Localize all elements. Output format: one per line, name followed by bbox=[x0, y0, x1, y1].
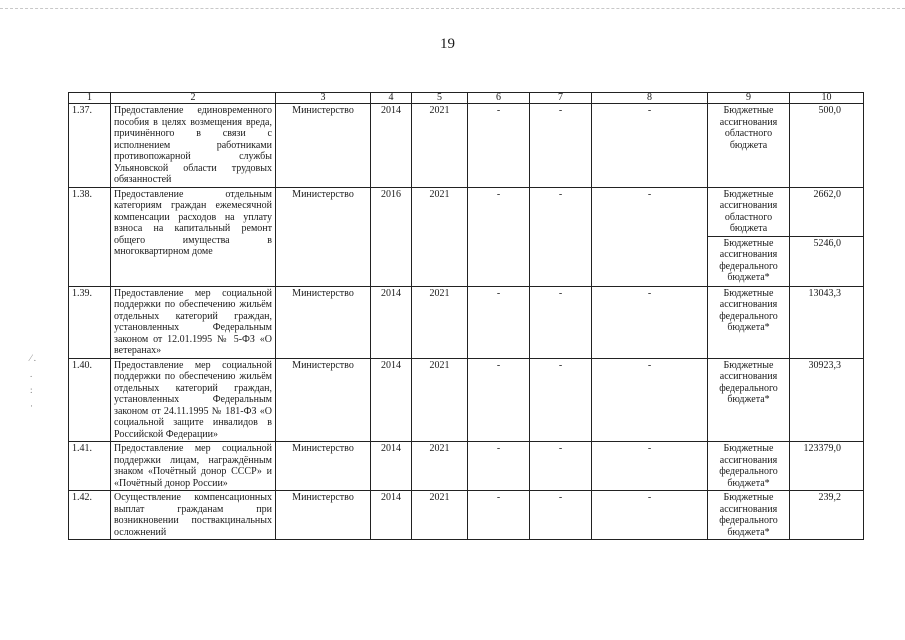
end-year: 2021 bbox=[412, 358, 468, 442]
scan-margin-marks: ⁄ . . : · bbox=[30, 353, 37, 411]
end-year: 2021 bbox=[412, 442, 468, 491]
column-8-value: - bbox=[592, 286, 708, 358]
end-year: 2021 bbox=[412, 104, 468, 188]
column-8-value: - bbox=[592, 104, 708, 188]
column-7-value: - bbox=[530, 104, 592, 188]
column-header: 2 bbox=[111, 93, 276, 104]
column-8-value: - bbox=[592, 187, 708, 286]
funding-amount: 123379,0 bbox=[803, 443, 841, 454]
column-number-header-row bbox=[69, 93, 864, 104]
funding-source-cell bbox=[708, 187, 790, 286]
measure-title: Предоставление мер социальной поддержки по обеспечению жильём отдельных категорий граждан, установленных Федеральным законом от 12.01.1995 № 5-ФЗ «О ветеранах» bbox=[111, 286, 276, 358]
executor-cell: Министерство bbox=[276, 286, 371, 358]
column-7-value: - bbox=[530, 358, 592, 442]
funding-source: Бюджетные ассигнования федерального бюджета* bbox=[719, 492, 778, 538]
measure-title: Предоставление единовременного пособия в целях возмещения вреда, причинённого в связи с исполнением работниками противопожарной службы Ульяновской области трудовых обязанностей bbox=[111, 104, 276, 188]
funding-amount: 2662,0 bbox=[813, 188, 841, 200]
column-header: 10 bbox=[790, 93, 864, 104]
start-year: 2014 bbox=[371, 491, 412, 540]
column-header: 5 bbox=[412, 93, 468, 104]
column-7-value: - bbox=[530, 187, 592, 286]
funding-amount: 239,2 bbox=[818, 492, 841, 503]
funding-amount-cell bbox=[790, 187, 864, 286]
column-header: 8 bbox=[592, 93, 708, 104]
column-6-value: - bbox=[468, 358, 530, 442]
end-year: 2021 bbox=[412, 491, 468, 540]
column-6-value: - bbox=[468, 187, 530, 286]
measure-title: Предоставление мер социальной поддержки по обеспечению жильём отдельных категорий граждан, установленных Федеральным законом от 24.11.1995 № 181-ФЗ «О социальной защите инвалидов в Российской Федерации» bbox=[111, 358, 276, 442]
table-row bbox=[69, 358, 864, 442]
column-7-value: - bbox=[530, 286, 592, 358]
end-year: 2021 bbox=[412, 286, 468, 358]
start-year: 2014 bbox=[371, 286, 412, 358]
funding-source-cell bbox=[708, 491, 790, 540]
item-number: 1.40. bbox=[69, 358, 111, 442]
funding-source-cell bbox=[708, 358, 790, 442]
funding-amount-cell bbox=[790, 491, 864, 540]
scan-artifact-line bbox=[0, 8, 905, 10]
table-row bbox=[69, 187, 864, 286]
measure-title: Осуществление компенсационных выплат гражданам при возникновении поствакцинальных осложнений bbox=[111, 491, 276, 540]
funding-amount-cell bbox=[790, 104, 864, 188]
funding-amount-cell bbox=[790, 286, 864, 358]
start-year: 2014 bbox=[371, 442, 412, 491]
measure-title: Предоставление мер социальной поддержки лицам, награждённым знаком «Почётный донор СССР» и «Почётный донор России» bbox=[111, 442, 276, 491]
item-number: 1.38. bbox=[69, 187, 111, 286]
column-6-value: - bbox=[468, 104, 530, 188]
funding-source: Бюджетные ассигнования областного бюджета bbox=[719, 105, 778, 151]
program-measures-table bbox=[68, 92, 864, 540]
start-year: 2014 bbox=[371, 358, 412, 442]
column-8-value: - bbox=[592, 442, 708, 491]
funding-source: Бюджетные ассигнования федерального бюджета* bbox=[719, 287, 778, 333]
start-year: 2016 bbox=[371, 187, 412, 286]
item-number: 1.37. bbox=[69, 104, 111, 188]
funding-source-cell bbox=[708, 104, 790, 188]
column-header: 4 bbox=[371, 93, 412, 104]
executor-cell: Министерство bbox=[276, 104, 371, 188]
funding-source: Бюджетные ассигнования областного бюджета bbox=[719, 188, 778, 234]
funding-source: Бюджетные ассигнования федерального бюджета* bbox=[708, 236, 789, 286]
funding-amount-cell bbox=[790, 442, 864, 491]
item-number: 1.42. bbox=[69, 491, 111, 540]
end-year: 2021 bbox=[412, 187, 468, 286]
column-6-value: - bbox=[468, 442, 530, 491]
funding-amount: 30923,3 bbox=[808, 359, 841, 371]
funding-source-cell bbox=[708, 286, 790, 358]
table-row bbox=[69, 491, 864, 540]
column-header: 1 bbox=[69, 93, 111, 104]
table-row bbox=[69, 442, 864, 491]
executor-cell: Министерство bbox=[276, 358, 371, 442]
page-number: 19 bbox=[440, 36, 455, 52]
executor-cell: Министерство bbox=[276, 187, 371, 286]
measure-title: Предоставление отдельным категориям граждан ежемесячной компенсации расходов на уплату взноса на капитальный ремонт общего имущества в многоквартирном доме bbox=[111, 187, 276, 286]
column-7-value: - bbox=[530, 442, 592, 491]
funding-source: Бюджетные ассигнования федерального бюджета* bbox=[719, 443, 778, 489]
funding-amount: 13043,3 bbox=[808, 287, 841, 299]
item-number: 1.39. bbox=[69, 286, 111, 358]
column-8-value: - bbox=[592, 491, 708, 540]
funding-source-cell bbox=[708, 442, 790, 491]
executor-cell: Министерство bbox=[276, 442, 371, 491]
executor-cell: Министерство bbox=[276, 491, 371, 540]
column-header: 6 bbox=[468, 93, 530, 104]
funding-source: Бюджетные ассигнования федерального бюджета* bbox=[719, 359, 778, 405]
item-number: 1.41. bbox=[69, 442, 111, 491]
start-year: 2014 bbox=[371, 104, 412, 188]
funding-amount: 5246,0 bbox=[790, 236, 863, 286]
column-7-value: - bbox=[530, 491, 592, 540]
column-header: 3 bbox=[276, 93, 371, 104]
column-header: 9 bbox=[708, 93, 790, 104]
funding-amount-cell bbox=[790, 358, 864, 442]
table-row bbox=[69, 286, 864, 358]
column-6-value: - bbox=[468, 286, 530, 358]
table-row bbox=[69, 104, 864, 188]
funding-amount: 500,0 bbox=[818, 105, 841, 116]
column-header: 7 bbox=[530, 93, 592, 104]
column-8-value: - bbox=[592, 358, 708, 442]
column-6-value: - bbox=[468, 491, 530, 540]
